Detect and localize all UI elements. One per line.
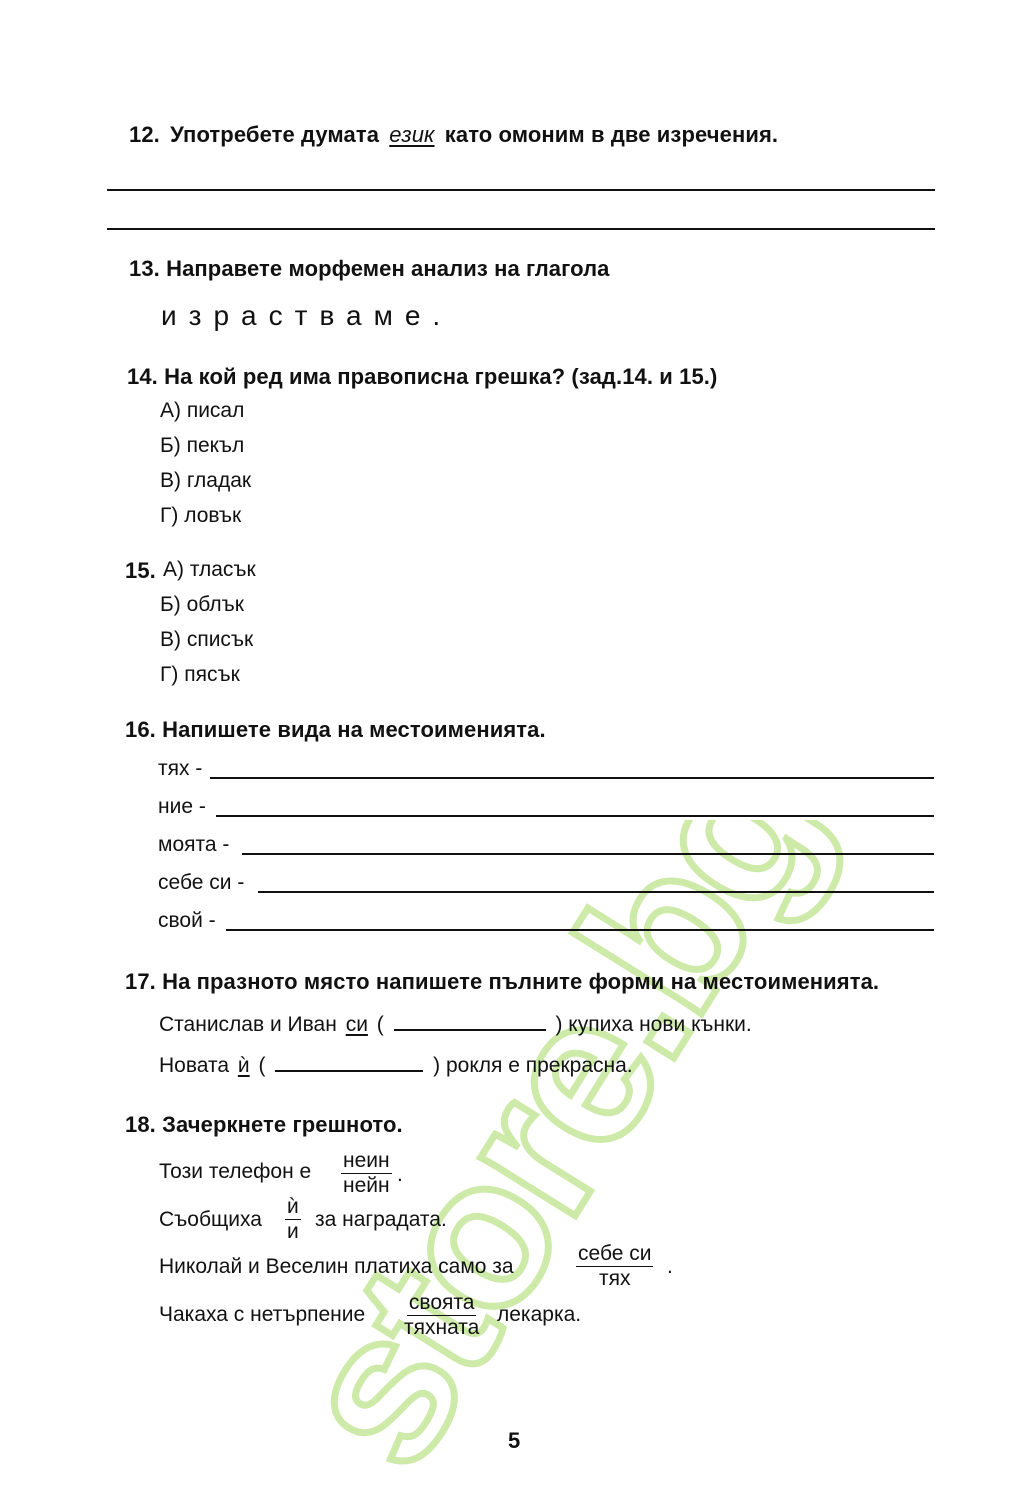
sentence-1-after: ) купиха нови кънки. — [555, 1013, 752, 1036]
question-14-option-c[interactable]: В) гладак — [160, 469, 252, 492]
answer-line-12-2[interactable] — [107, 228, 935, 230]
question-15-option-d[interactable]: Г) пясък — [160, 663, 240, 686]
question-12-text-after: като омоним в две изречения. — [444, 122, 779, 147]
q18-sentence-3-after: . — [667, 1255, 673, 1278]
answer-line-sebe-si[interactable] — [258, 891, 934, 893]
q18-choice-2-top[interactable]: ѝ — [287, 1195, 299, 1218]
question-17-sentence-2 — [159, 1052, 633, 1078]
question-16-title: 16. Напишете вида на местоименията. — [125, 717, 546, 742]
question-17-sentence-1 — [159, 1011, 752, 1037]
sentence-2-paren-open: ( — [258, 1054, 266, 1077]
q18-choice-4[interactable] — [404, 1292, 479, 1339]
pronoun-label-moyata: моята - — [158, 833, 230, 856]
question-15-option-c[interactable]: В) списък — [160, 628, 254, 651]
watermark — [330, 820, 1028, 1500]
sentence-1-paren-open: ( — [376, 1013, 384, 1036]
sentence-2-before: Новата — [159, 1054, 230, 1077]
pronoun-label-tyah: тях - — [158, 757, 203, 780]
q18-choice-3-top[interactable]: себе си — [578, 1242, 652, 1265]
q18-choice-3-bottom[interactable]: тях — [598, 1267, 631, 1290]
question-14-option-d[interactable]: Г) ловък — [160, 504, 242, 527]
pronoun-label-sebe-si: себе си - — [158, 871, 245, 894]
watermark-text: store.bg — [330, 820, 862, 1500]
question-14-option-a[interactable]: А) писал — [160, 399, 245, 422]
question-12-number: 12. — [129, 122, 160, 147]
q18-choice-4-top[interactable]: своята — [408, 1291, 475, 1314]
question-13-title: 13. Направете морфемен анализ на глагола — [129, 256, 610, 281]
q18-choice-2-bottom[interactable]: и — [287, 1220, 299, 1243]
question-15-option-b[interactable]: Б) облък — [160, 593, 244, 616]
q18-sentence-4-after: лекарка. — [497, 1303, 582, 1326]
q18-sentence-2-after: за наградата. — [315, 1208, 447, 1231]
q18-sentence-1-after: . — [397, 1163, 403, 1186]
question-14-title: 14. На кой ред има правописна грешка? (зад.14. и 15.) — [127, 364, 718, 389]
sentence-2-pronoun: ѝ — [237, 1054, 250, 1077]
question-15-option-a[interactable]: А) тласък — [163, 558, 256, 581]
answer-line-nie[interactable] — [216, 815, 934, 817]
watermark-graphic — [330, 820, 1028, 1500]
question-12-text-before: Употребете думата — [170, 122, 380, 147]
sentence-2-after: ) рокля е прекрасна. — [433, 1054, 633, 1077]
q18-sentence-4-before: Чакаха с нетърпение — [159, 1303, 366, 1326]
q18-choice-4-bottom[interactable]: тяхната — [404, 1316, 480, 1339]
pronoun-label-nie: ние - — [158, 795, 206, 818]
pronoun-label-svoy: свой - — [158, 909, 216, 932]
answer-line-tyah[interactable] — [210, 777, 934, 779]
q18-sentence-3-before: Николай и Веселин платиха само за — [159, 1255, 514, 1278]
q18-choice-1-top[interactable]: неин — [343, 1149, 390, 1172]
sentence-2-blank[interactable] — [275, 1052, 423, 1072]
question-14-option-b[interactable]: Б) пекъл — [160, 434, 245, 457]
answer-line-moyata[interactable] — [242, 853, 934, 855]
question-12 — [129, 122, 778, 148]
question-13-word: израстваме. — [161, 300, 453, 331]
answer-line-12-1[interactable] — [107, 189, 935, 191]
q18-choice-2[interactable] — [285, 1196, 301, 1243]
q18-choice-1-bottom[interactable]: нейн — [343, 1174, 390, 1197]
question-17-title: 17. На празното място напишете пълните форми на местоименията. — [125, 969, 880, 994]
question-15-number: 15. — [125, 558, 156, 583]
sentence-1-blank[interactable] — [394, 1011, 546, 1031]
answer-line-svoy[interactable] — [226, 929, 934, 931]
q18-choice-3[interactable] — [576, 1243, 653, 1290]
question-12-word: език — [389, 122, 435, 147]
q18-sentence-2-before: Съобщиха — [159, 1208, 262, 1231]
q18-sentence-1-before: Този телефон е — [159, 1160, 312, 1183]
question-18-title: 18. Зачеркнете грешното. — [125, 1112, 403, 1137]
sentence-1-pronoun: си — [345, 1013, 368, 1036]
sentence-1-before: Станислав и Иван — [159, 1013, 337, 1036]
q18-choice-1[interactable] — [341, 1150, 392, 1197]
page-number: 5 — [508, 1428, 521, 1453]
